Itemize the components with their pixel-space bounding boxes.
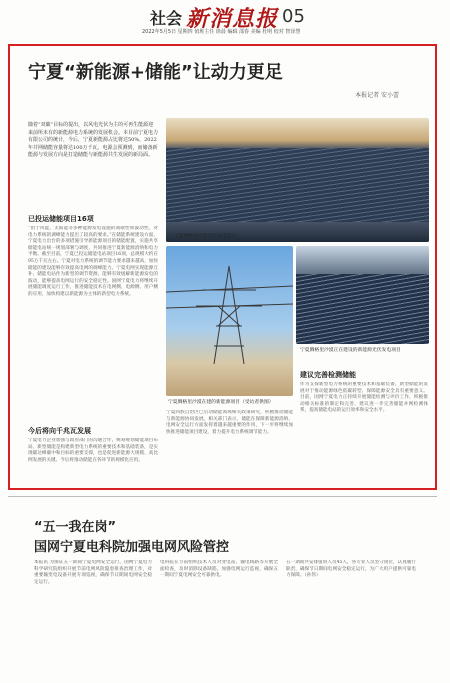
bottom-column-1: 本报讯 为保证五一期间宁夏电网安全运行，国网宁夏电力科学研究院组织开展节前电网风险隐患排查治理工作，对重要输变电设备开展专项巡视，确保节日期间电网安全稳定运行。 — [34, 560, 152, 585]
power-tower-photo — [166, 246, 293, 396]
lead-headline: 宁夏“新能源+储能”让动力更足 — [28, 62, 283, 83]
transmission-tower-icon — [166, 246, 293, 396]
subhead-2: 今后将向千兆瓦发展 — [28, 427, 91, 435]
photo-caption-1: 宁夏腾格里沙漠光伏发电项目 — [174, 234, 237, 239]
page-number: 05 — [282, 6, 305, 27]
solar-farm-photo — [166, 118, 429, 242]
bottom-kicker: “五一我在岗” — [34, 520, 117, 535]
section-title: 社会 — [150, 9, 183, 28]
body-column-mid: 宁夏回族自治区已启动储能领域相关政策研究，积极推动储能与新能源协同发展。相关部门表示，储能在保障新能源消纳、电网安全运行方面发挥着越来越重要的作用，下一步将继续加快推进储能项目建设，着力提升电力系统调节能力。 — [166, 410, 293, 435]
photo-caption-3: 宁夏腾格里沙漠在建的新能源项目（受访者供图） — [168, 400, 274, 405]
bottom-headline: 国网宁夏电科院加强电网风险管控 — [34, 540, 230, 555]
masthead — [0, 0, 450, 42]
lead-paragraph: 随着“双碳”目标的提出，以风电光伏为主的可再生能源迎来前所未有的新能源电力系统的发展机会。本目前宁夏电力有限公司的统计，今后，宁夏新能源占比将达50%，2022年并网储能容量将达100万千瓦。电源会预测到，而储备新能源与发展方向是打造储能与新能源共生发展的新局面。 — [28, 122, 159, 159]
bottom-column-2: 电科院在节前组织技术人员对变电站、输电线路等开展全面检查，及时消除设备缺陷，加强电网运行监视，确保五一期间宁夏电网安全可靠供电。 — [160, 560, 278, 578]
desert-solar-photo — [296, 246, 429, 344]
bottom-column-3: 五一期间共安排值班人员45人，各专业人员坚守岗位，认真履行职责，确保节日期间电网安全稳定运行，为广大用户提供可靠电力保障。（孙伟） — [286, 560, 416, 578]
lead-story-frame — [8, 44, 437, 490]
photo-caption-2: 宁夏腾格里沙漠正在建设的新能源光伏发电项目 — [300, 348, 401, 353]
body-column-3: 作为支撑新型电力系统的重要技术和基础装备，新型储能的发展对于推动能源绿色低碳转型、保障能源安全具有重要意义。目前，国网宁夏电力正持续开展储能检测与评价工作，积极推动相关标准的制定和完善，建议进一步完善储能并网检测体系，提高储能电站的运行效率和安全水平。 — [300, 382, 428, 414]
subhead-1: 已投运储能项目16项 — [28, 215, 94, 223]
subhead-3: 建议完善检测储能 — [300, 371, 356, 379]
body-column-2: 宁夏电力企业加强与政府部门的沟通合作，统筹规划储能项目布局。新型储能是构建新型电力系统的重要技术和基础装备，是实现碳达峰碳中和目标的重要支撑，也是促进新能源大规模、高比例发展的关键。今后将推动储能在各环节的规模化应用。 — [28, 438, 158, 463]
newspaper-logo: 新消息报 — [186, 6, 279, 32]
edition-info: 2022年5月5日 星期四 值班主任 徐晨 编辑 邵春 美编 杜明 校对 智泽慧 — [142, 29, 301, 35]
byline: 本报记者 安小蕾 — [355, 92, 399, 99]
divider — [8, 496, 437, 497]
body-column-1: “由于风能、太阳能等多种能源发电设施的间歇性和波动性，对电力系统的调峰能力提出了较高的要求。”在储能系统建设方面，宁夏电力出台的多项措施引导新能源项目的储能配置，实施共享储能电站统一规划部署与调度，共同推进宁夏新能源消纳和电力平衡。截至目前，宁夏已投运储能电站项目16项，总规模大约在95万千瓦左右。宁夏对电力系统的调节能力要求越来越高，加快储能的建设能够有效提高电网的调峰能力。宁夏电网实现能源互补，储能电站作为新型的调节资源，能够有效缓解新能源发电的波动，能够提高电网运行的安全稳定性。国网宁夏电力将继续开展储能调度运行工作，推进储能技术在电网侧、电源侧、用户侧的应用，加快构建以新能源为主体的新型电力系统。 — [28, 226, 158, 297]
